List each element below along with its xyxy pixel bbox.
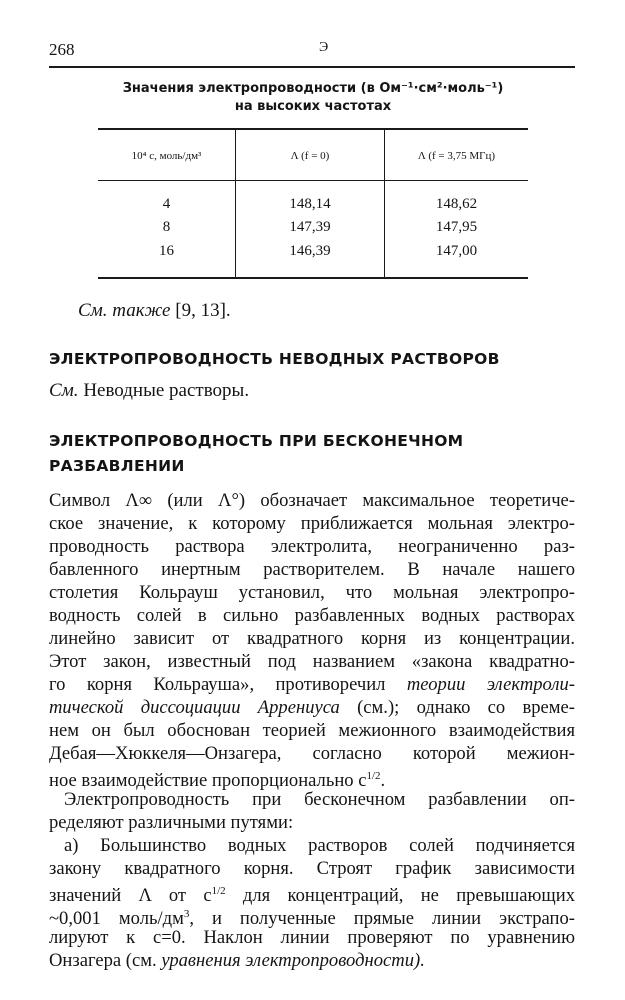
body-text: . xyxy=(380,770,386,792)
table-cell: 146,39 xyxy=(289,243,331,259)
table-cell: 148,62 xyxy=(435,196,478,212)
body-text: значений Λ от c xyxy=(49,885,212,907)
body-line xyxy=(49,949,425,972)
exponent: 1/2 xyxy=(366,770,381,782)
body-line xyxy=(49,696,575,719)
body-line: нем он был обоснован теорией межионного взаимодействия xyxy=(49,720,575,741)
section-crossref xyxy=(49,379,249,402)
body-line: бавленного инертным растворителем. В начале нашего xyxy=(49,559,575,580)
body-line: водность солей в сильно разбавленных водных растворах xyxy=(49,605,575,626)
section-letter: Э xyxy=(319,40,329,55)
body-line: закону квадратного корня. Строят график зависимости xyxy=(49,858,575,879)
body-line: ское значение, к которому приближается мольная электро- xyxy=(49,513,575,534)
body-line: Этот закон, известный под названием «закона квадратно- xyxy=(49,651,575,672)
body-text: для концентраций, не превышающих xyxy=(225,885,576,907)
crossref-prefix: См. xyxy=(49,380,79,401)
body-line: ределяют различными путями: xyxy=(49,812,294,833)
body-text: го корня Кольрауша», противоречил xyxy=(49,674,386,695)
table-caption-line-1: Значения электропроводности (в Ом⁻¹·см²·моль⁻¹) xyxy=(122,81,504,96)
table-cell: 147,95 xyxy=(435,219,478,235)
header-rule xyxy=(49,66,575,68)
body-line: а) Большинство водных растворов солей подчиняется xyxy=(64,835,575,856)
section-heading: ЭЛЕКТРОПРОВОДНОСТЬ ПРИ БЕСКОНЕЧНОМ xyxy=(49,432,464,450)
see-also-prefix: См. также xyxy=(78,300,171,321)
table-cell: 16 xyxy=(159,243,174,259)
body-line: линейно зависит от квадратного корня из концентрации. xyxy=(49,628,575,649)
table-header-lambda-f0: Λ (f = 0) xyxy=(290,150,330,162)
exponent: 1/2 xyxy=(211,885,226,897)
table-cell: 8 xyxy=(162,219,171,235)
running-head xyxy=(49,40,575,66)
body-line: Символ Λ∞ (или Λ°) обозначает максимальное теоретиче- xyxy=(49,490,575,511)
body-line: столетия Кольрауш установил, что мольная электропро- xyxy=(49,582,575,603)
body-line: Дебая—Хюккеля—Онзагера, согласно которой межион- xyxy=(49,743,575,764)
body-text: ное взаимодействие пропорционально c xyxy=(49,770,367,792)
see-also-reference xyxy=(78,300,231,322)
body-line: Электропроводность при бесконечном разбавлении оп- xyxy=(64,789,575,810)
section-heading: ЭЛЕКТРОПРОВОДНОСТЬ НЕВОДНЫХ РАСТВОРОВ xyxy=(49,350,500,368)
table-top-rule xyxy=(98,128,528,130)
body-text: (см.); однако со време- xyxy=(357,697,575,718)
section-heading-cont: РАЗБАВЛЕНИИ xyxy=(49,457,185,475)
body-line: проводность раствора электролита, неограниченно раз- xyxy=(49,536,575,557)
page-number: 268 xyxy=(49,40,75,59)
table-bottom-rule xyxy=(98,277,528,279)
table-cell: 4 xyxy=(162,196,171,212)
term-link: уравнения электропроводности). xyxy=(161,950,425,971)
body-text: ~0,001 моль/дм xyxy=(49,908,184,930)
body-text: Онзагера (см. xyxy=(49,950,157,971)
see-also-refs: [9, 13]. xyxy=(175,300,231,321)
table-caption xyxy=(98,80,528,116)
table-caption-line-2: на высоких частотах xyxy=(234,99,392,114)
table-header-concentration: 10⁴ c, моль/дм³ xyxy=(131,150,202,162)
body-line xyxy=(49,673,575,696)
body-line: лируют к c=0. Наклон линии проверяют по уравнению xyxy=(49,927,575,948)
table-header-lambda-f375: Λ (f = 3,75 МГц) xyxy=(417,150,496,162)
term-link: теории электроли- xyxy=(406,674,575,695)
term-link: тической диссоциации Аррениуса xyxy=(49,697,340,718)
table-cell: 148,14 xyxy=(289,196,331,212)
table-cell: 147,00 xyxy=(435,243,478,259)
body-text: , и полученные прямые линии экстрапо- xyxy=(189,908,576,930)
exponent: 3 xyxy=(183,908,190,920)
crossref-text: Неводные растворы. xyxy=(83,380,250,401)
table-header-rule xyxy=(98,180,528,181)
table-cell: 147,39 xyxy=(289,219,331,235)
